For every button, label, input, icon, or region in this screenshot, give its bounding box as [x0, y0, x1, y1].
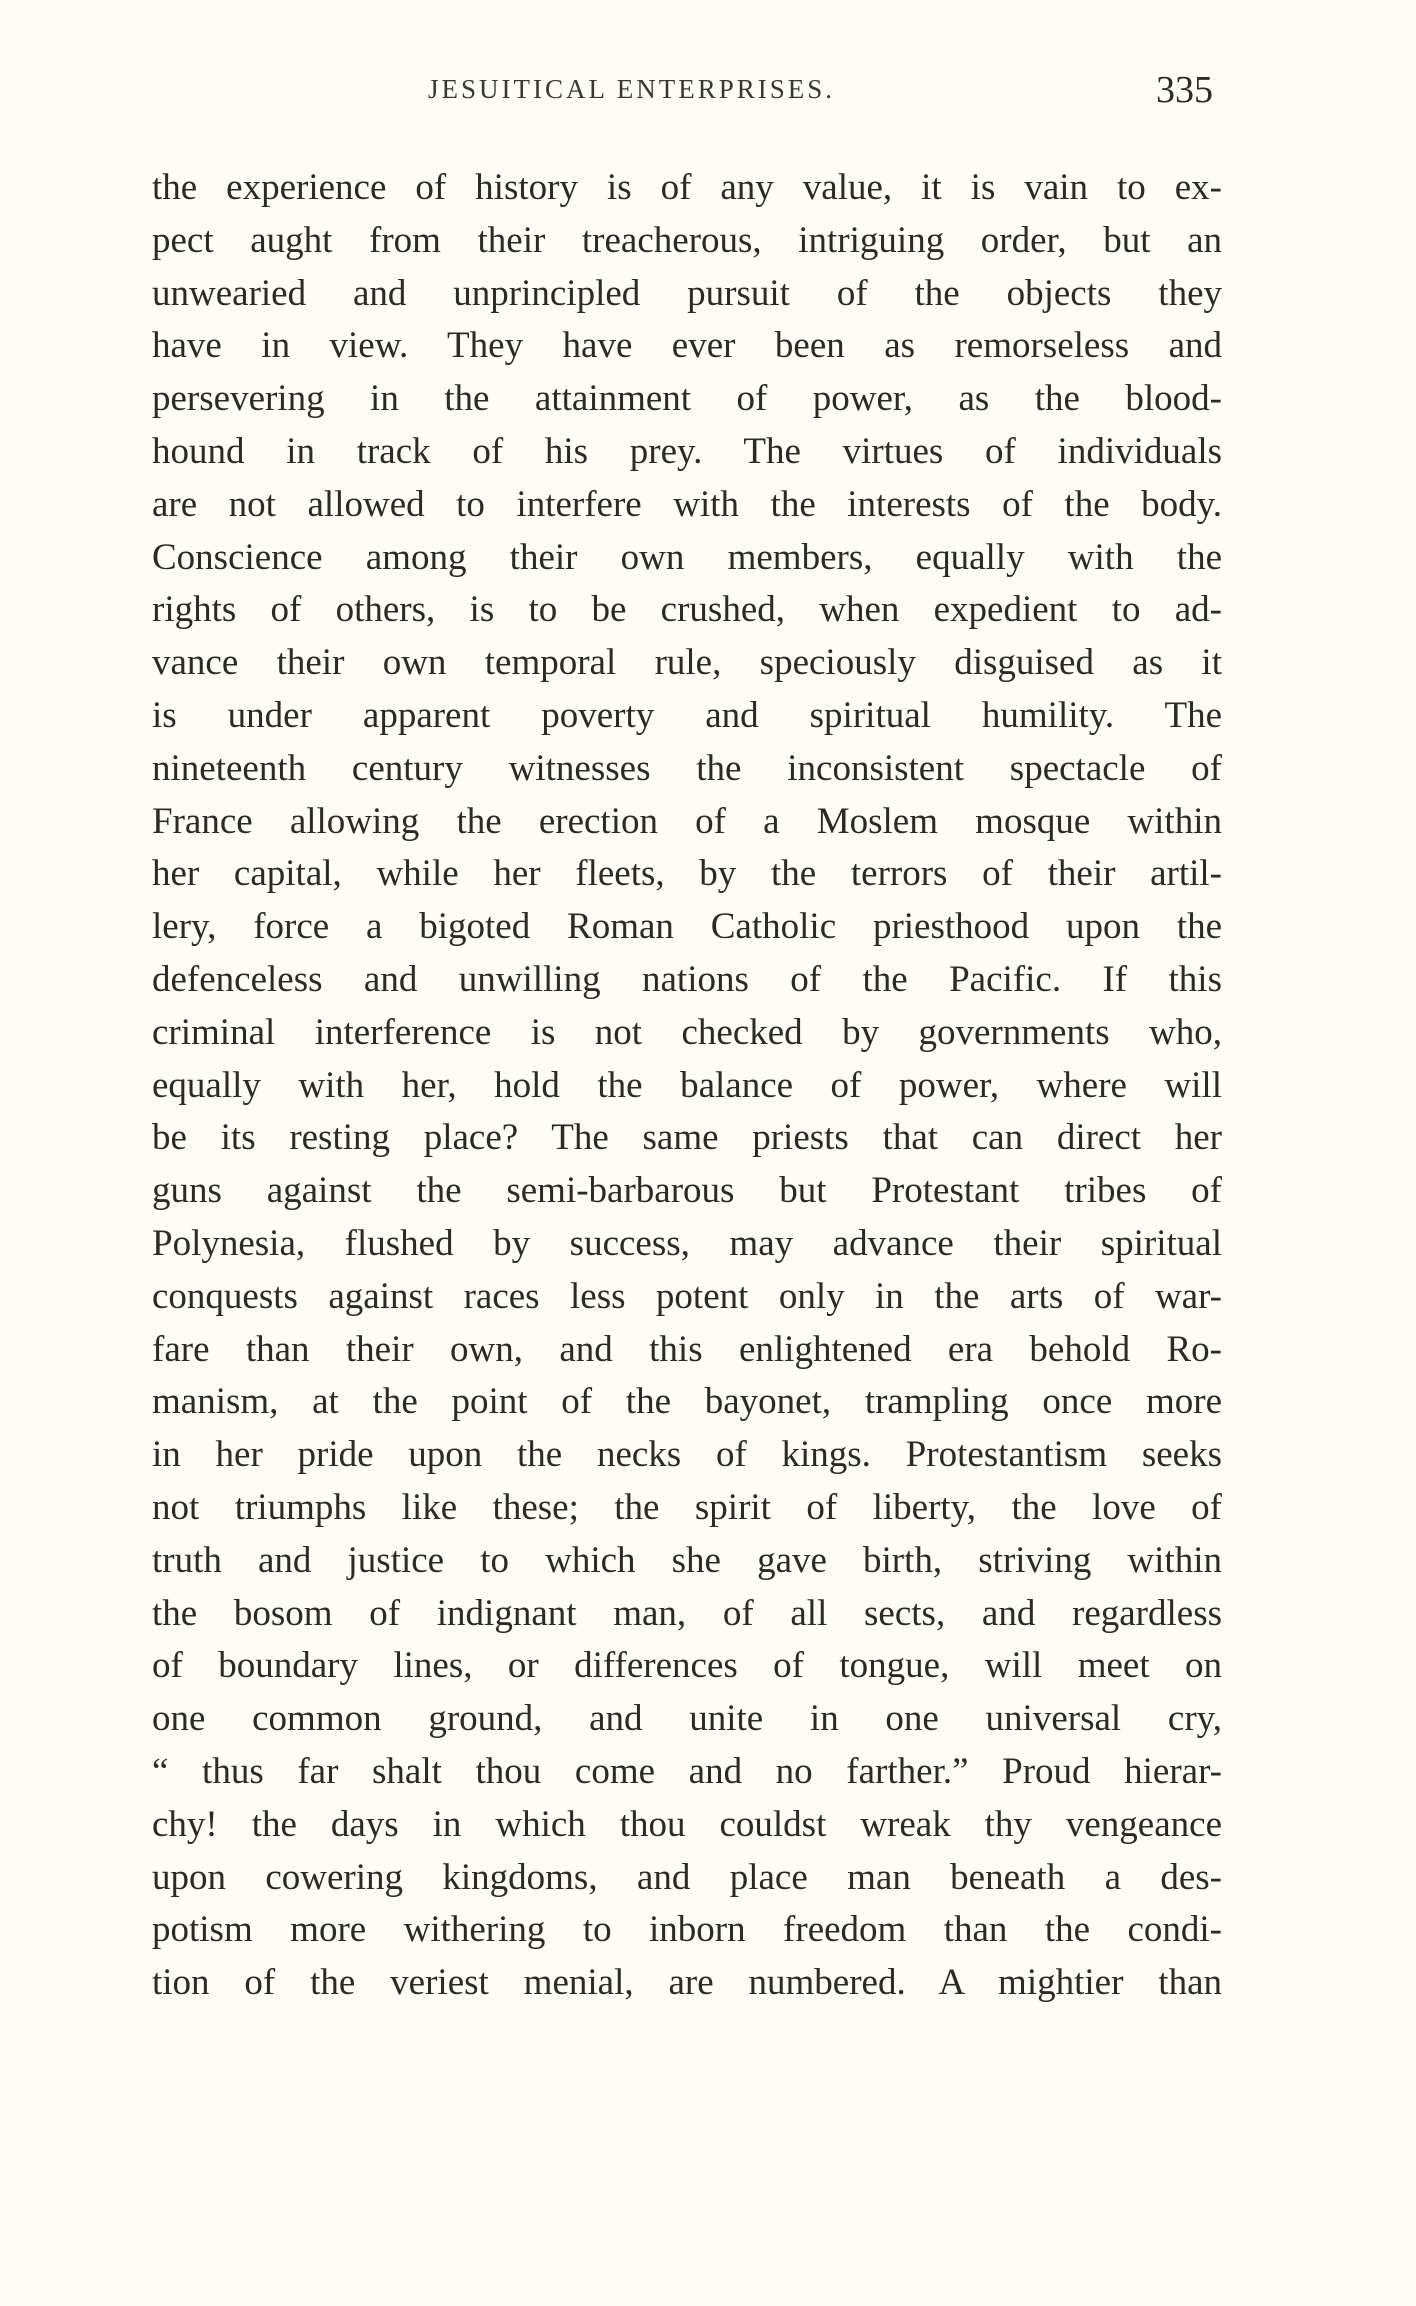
- text-line: is under apparent poverty and spiritual humility. The: [152, 694, 1222, 736]
- text-line: “ thus far shalt thou come and no farther.” Proud hierar-: [152, 1750, 1222, 1792]
- text-line: are not allowed to interfere with the interests of the body.: [152, 483, 1222, 525]
- text-line: persevering in the attainment of power, as the blood-: [152, 378, 1222, 420]
- text-line: fare than their own, and this enlightened era behold Ro-: [152, 1328, 1222, 1370]
- text-line: chy! the days in which thou couldst wreak thy vengeance: [152, 1803, 1222, 1845]
- text-line: the bosom of indignant man, of all sects, and regardless: [152, 1592, 1222, 1634]
- text-line: one common ground, and unite in one universal cry,: [152, 1698, 1222, 1740]
- text-line: potism more withering to inborn freedom than the condi-: [152, 1909, 1222, 1951]
- text-line: unwearied and unprincipled pursuit of the objects they: [152, 272, 1222, 314]
- text-line: manism, at the point of the bayonet, trampling once more: [152, 1381, 1222, 1423]
- text-line: lery, force a bigoted Roman Catholic priesthood upon the: [152, 906, 1222, 948]
- text-line: equally with her, hold the balance of power, where will: [152, 1064, 1222, 1106]
- text-line: rights of others, is to be crushed, when expedient to ad-: [152, 589, 1222, 631]
- text-line: truth and justice to which she gave birth, striving within: [152, 1539, 1222, 1581]
- page-header: [0, 68, 1416, 118]
- text-line: of boundary lines, or differences of tongue, will meet on: [152, 1645, 1222, 1687]
- text-line: France allowing the erection of a Moslem mosque within: [152, 800, 1222, 842]
- text-line: defenceless and unwilling nations of the Pacific. If this: [152, 958, 1222, 1000]
- text-line: Conscience among their own members, equally with the: [152, 536, 1222, 578]
- running-head: JESUITICAL ENTERPRISES.: [428, 74, 836, 104]
- body-text: [152, 162, 1222, 2010]
- text-line: nineteenth century witnesses the inconsistent spectacle of: [152, 747, 1222, 789]
- text-line: her capital, while her fleets, by the terrors of their artil-: [152, 853, 1222, 895]
- text-line: have in view. They have ever been as remorseless and: [152, 325, 1222, 367]
- text-line: the experience of history is of any value, it is vain to ex-: [152, 167, 1222, 208]
- text-line: conquests against races less potent only in the arts of war-: [152, 1275, 1222, 1317]
- text-line: be its resting place? The same priests that can direct her: [152, 1117, 1222, 1159]
- text-line: hound in track of his prey. The virtues of individuals: [152, 430, 1222, 472]
- page-number: 335: [1156, 69, 1213, 111]
- text-line: Polynesia, flushed by success, may advance their spiritual: [152, 1222, 1222, 1264]
- text-line: vance their own temporal rule, speciously disguised as it: [152, 642, 1222, 684]
- text-line: upon cowering kingdoms, and place man beneath a des-: [152, 1856, 1222, 1898]
- text-line: guns against the semi-barbarous but Protestant tribes of: [152, 1170, 1222, 1212]
- text-line: not triumphs like these; the spirit of liberty, the love of: [152, 1486, 1222, 1528]
- text-line: tion of the veriest menial, are numbered. A mightier than: [152, 1962, 1222, 2004]
- text-line: criminal interference is not checked by governments who,: [152, 1011, 1222, 1053]
- text-line: pect aught from their treacherous, intriguing order, but an: [152, 219, 1222, 261]
- text-line: in her pride upon the necks of kings. Protestantism seeks: [152, 1434, 1222, 1476]
